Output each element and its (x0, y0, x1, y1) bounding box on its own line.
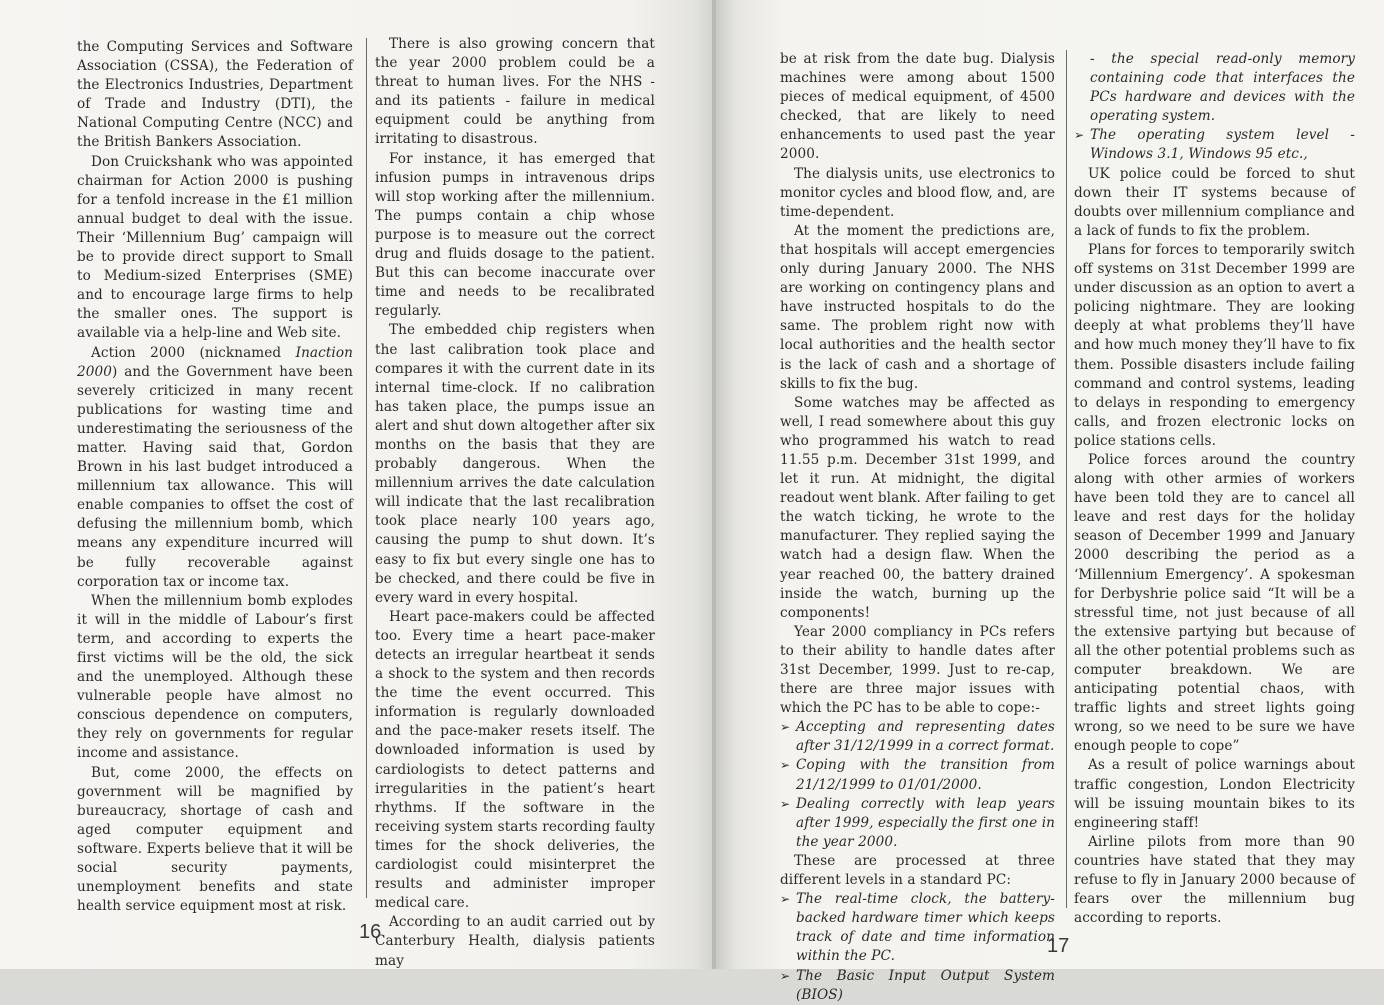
paragraph-text: ) and the Government have been severely criticized in many recent publications for wasting time and underestimating the seriousness of the matter. Having said that, Gordon Brown in his last budget introduced a millennium tax allowance. This will enable companies to offset the cost of defusing the millennium bomb, which means any expenditure incurred will be fully recoverable against corporation tax or income tax. (77, 363, 353, 590)
right-page (716, 0, 1384, 1003)
paragraph: be at risk from the date bug. Dialysis machines were among about 1500 pieces of medical equipment, of 4500 checked, that are likely to need enhancements to used past the year 2000. (780, 51, 1055, 163)
paragraph: When the millennium bomb explodes it will in the middle of Labour’s first term, and according to experts the first victims will be the old, the sick and the unemployed. Although these vulnerable people have almost no conscious dependence on computers, they rely on governments for regular income and assistance. (77, 592, 353, 762)
paragraph: The embedded chip registers when the last calibration took place and compares it with the current date in its internal time-clock. If no calibration has taken place, the pumps issue an alert and shut down altogether after six months on the basis that they are probably dangerous. When the millennium arrives the date calculation will indicate that the last recalibration took place nearly 100 years ago, causing the pump to shut down. It’s easy to fix but every single one has to be checked, and there could be five in every ward in every hospital. (375, 322, 655, 606)
paragraph: The dialysis units, use electronics to monitor cycles and blood flow, and, are time-dependent. (780, 165, 1055, 220)
right-page-column-2 (1074, 50, 1355, 927)
page-number: 16 (359, 921, 382, 943)
bullet-item: ➢ The Basic Input Output System (BIOS) (780, 967, 1055, 1005)
paragraph: Heart pace-makers could be affected too. Every time a heart pace-maker detects an irregular heartbeat it sends a shock to the system and then records the time the event occurred. This information is regularly downloaded and the pace-maker resets itself. The downloaded information is used by cardiologists to detect patterns and irregularities in the patient’s heart rhythms. If the software in the receiving system starts recording faulty times for the shock deliveries, the cardiologist could misinterpret the results and administer improper medical care. (375, 608, 655, 912)
paragraph: Airline pilots from more than 90 countries have stated that they may refuse to fly in January 2000 because of fears over the millennium bug according to reports. (1074, 833, 1355, 927)
paragraph: As a result of police warnings about traffic congestion, London Electricity will be issuing mountain bikes to its engineering staff! (1074, 757, 1355, 831)
paragraph: Plans for forces to temporarily switch off systems on 31st December 1999 are under discussion as an option to avert a policing nightmare. They are looking deeply at what problems they’ll have and how much money they’ll have to fix them. Possible disasters include failing command and control systems, leading to delays in responding to emergency calls, and frozen electronic locks on police stations cells. (1074, 241, 1355, 449)
paragraph: Year 2000 compliancy in PCs refers to their ability to handle dates after 31st December, 1999. Just to re-cap, there are three major issues with which the PC has to be able to cope:- (780, 623, 1055, 717)
bullet-item: ➢ Dealing correctly with leap years after 1999, especially the first one in the year 2000. (780, 795, 1055, 852)
paragraph: Police forces around the country along with other armies of workers have been told they are to cancel all leave and rest days for the holiday season of December 1999 and January 2000 describing the period as a ‘Millennium Emergency’. A spokesman for Derbyshrie police said “It will be a stressful time, not just because of all the extensive partying but because of all the other potential problems such as computer breakdown. We are anticipating potential chaos, with traffic lights and street lights going wrong, so we need to be sure we have enough people to cope” (1074, 451, 1355, 755)
page-number: 17 (1047, 935, 1070, 957)
bullet-continuation: - the special read-only memory containing code that interfaces the PCs hardware and devices with the operating system. (1090, 51, 1355, 125)
left-page-column-2 (375, 35, 655, 969)
paragraph: But, come 2000, the effects on government will be magnified by bureaucracy, shortage of cash and aged computer equipment and software. Experts believe that it will be social security payments, unemployment benefits and state health service equipment most at risk. (77, 764, 353, 915)
left-page (0, 0, 716, 969)
column-divider (366, 38, 367, 898)
paragraph: UK police could be forced to shut down their IT systems because of doubts over millennium compliance and a lack of funds to fix the problem. (1074, 165, 1355, 239)
paragraph-text: Action 2000 (nicknamed (91, 344, 296, 361)
paragraph: According to an audit carried out by Canterbury Health, dialysis patients may (375, 914, 655, 969)
bullet-item: ➢ Coping with the transition from 21/12/1999 to 01/01/2000. (780, 756, 1055, 794)
bullet-item: ➢ The operating system level - Windows 3.1, Windows 95 etc., (1074, 126, 1355, 164)
paragraph: At the moment the predictions are, that hospitals will accept emergencies only during January 2000. The NHS are working on contingency plans and have instructed hospitals to do the same. The problem right now with local authorities and the health sector is the lack of cash and a shortage of skills to fix the bug. (780, 222, 1055, 392)
right-page-column-1 (780, 50, 1055, 1003)
paragraph: For instance, it has emerged that infusion pumps in intravenous drips will stop working after the millennium. The pumps contain a chip whose purpose is to measure out the correct drug and fluids dosage to the patient. But this can become inaccurate over time and needs to be recalibrated regularly. (375, 150, 655, 320)
bullet-item: ➢ The real-time clock, the battery-backed hardware timer which keeps track of date and time information within the PC. (780, 890, 1055, 966)
paragraph: Don Cruickshank who was appointed chairman for Action 2000 is pushing for a tenfold increase in the £1 million annual budget to deal with the issue. Their ‘Millennium Bug’ campaign will be to provide direct support to Small to Medium-sized Enterprises (SME) and to encourage large firms to help the smaller ones. The support is available via a help-line and Web site. (77, 153, 353, 342)
emphasis-text: Inaction 2000 (77, 344, 353, 380)
column-divider (1066, 50, 1067, 908)
left-page-column-1 (77, 38, 353, 915)
paragraph (77, 344, 353, 592)
bullet-item: ➢ Accepting and representing dates after 31/12/1999 in a correct format. (780, 718, 1055, 756)
paragraph: These are processed at three different levels in a standard PC: (780, 852, 1055, 889)
paragraph: There is also growing concern that the year 2000 problem could be a threat to human lives. For the NHS - and its patients - failure in medical equipment could be anything from irritating to disastrous. (375, 36, 655, 148)
paragraph: Some watches may be affected as well, I read somewhere about this guy who programmed his watch to read 11.55 p.m. December 31st 1999, and let it run. At midnight, the digital readout went blank. After failing to get the watch ticking, he wrote to the manufacturer. They replied saying the watch had a design flaw. When the year reached 00, the battery drained inside the watch, burning up the components! (780, 394, 1055, 621)
paragraph: the Computing Services and Software Association (CSSA), the Federation of the Electronics Industries, Department of Trade and Industry (DTI), the National Computing Centre (NCC) and the British Bankers Association. (77, 39, 353, 151)
